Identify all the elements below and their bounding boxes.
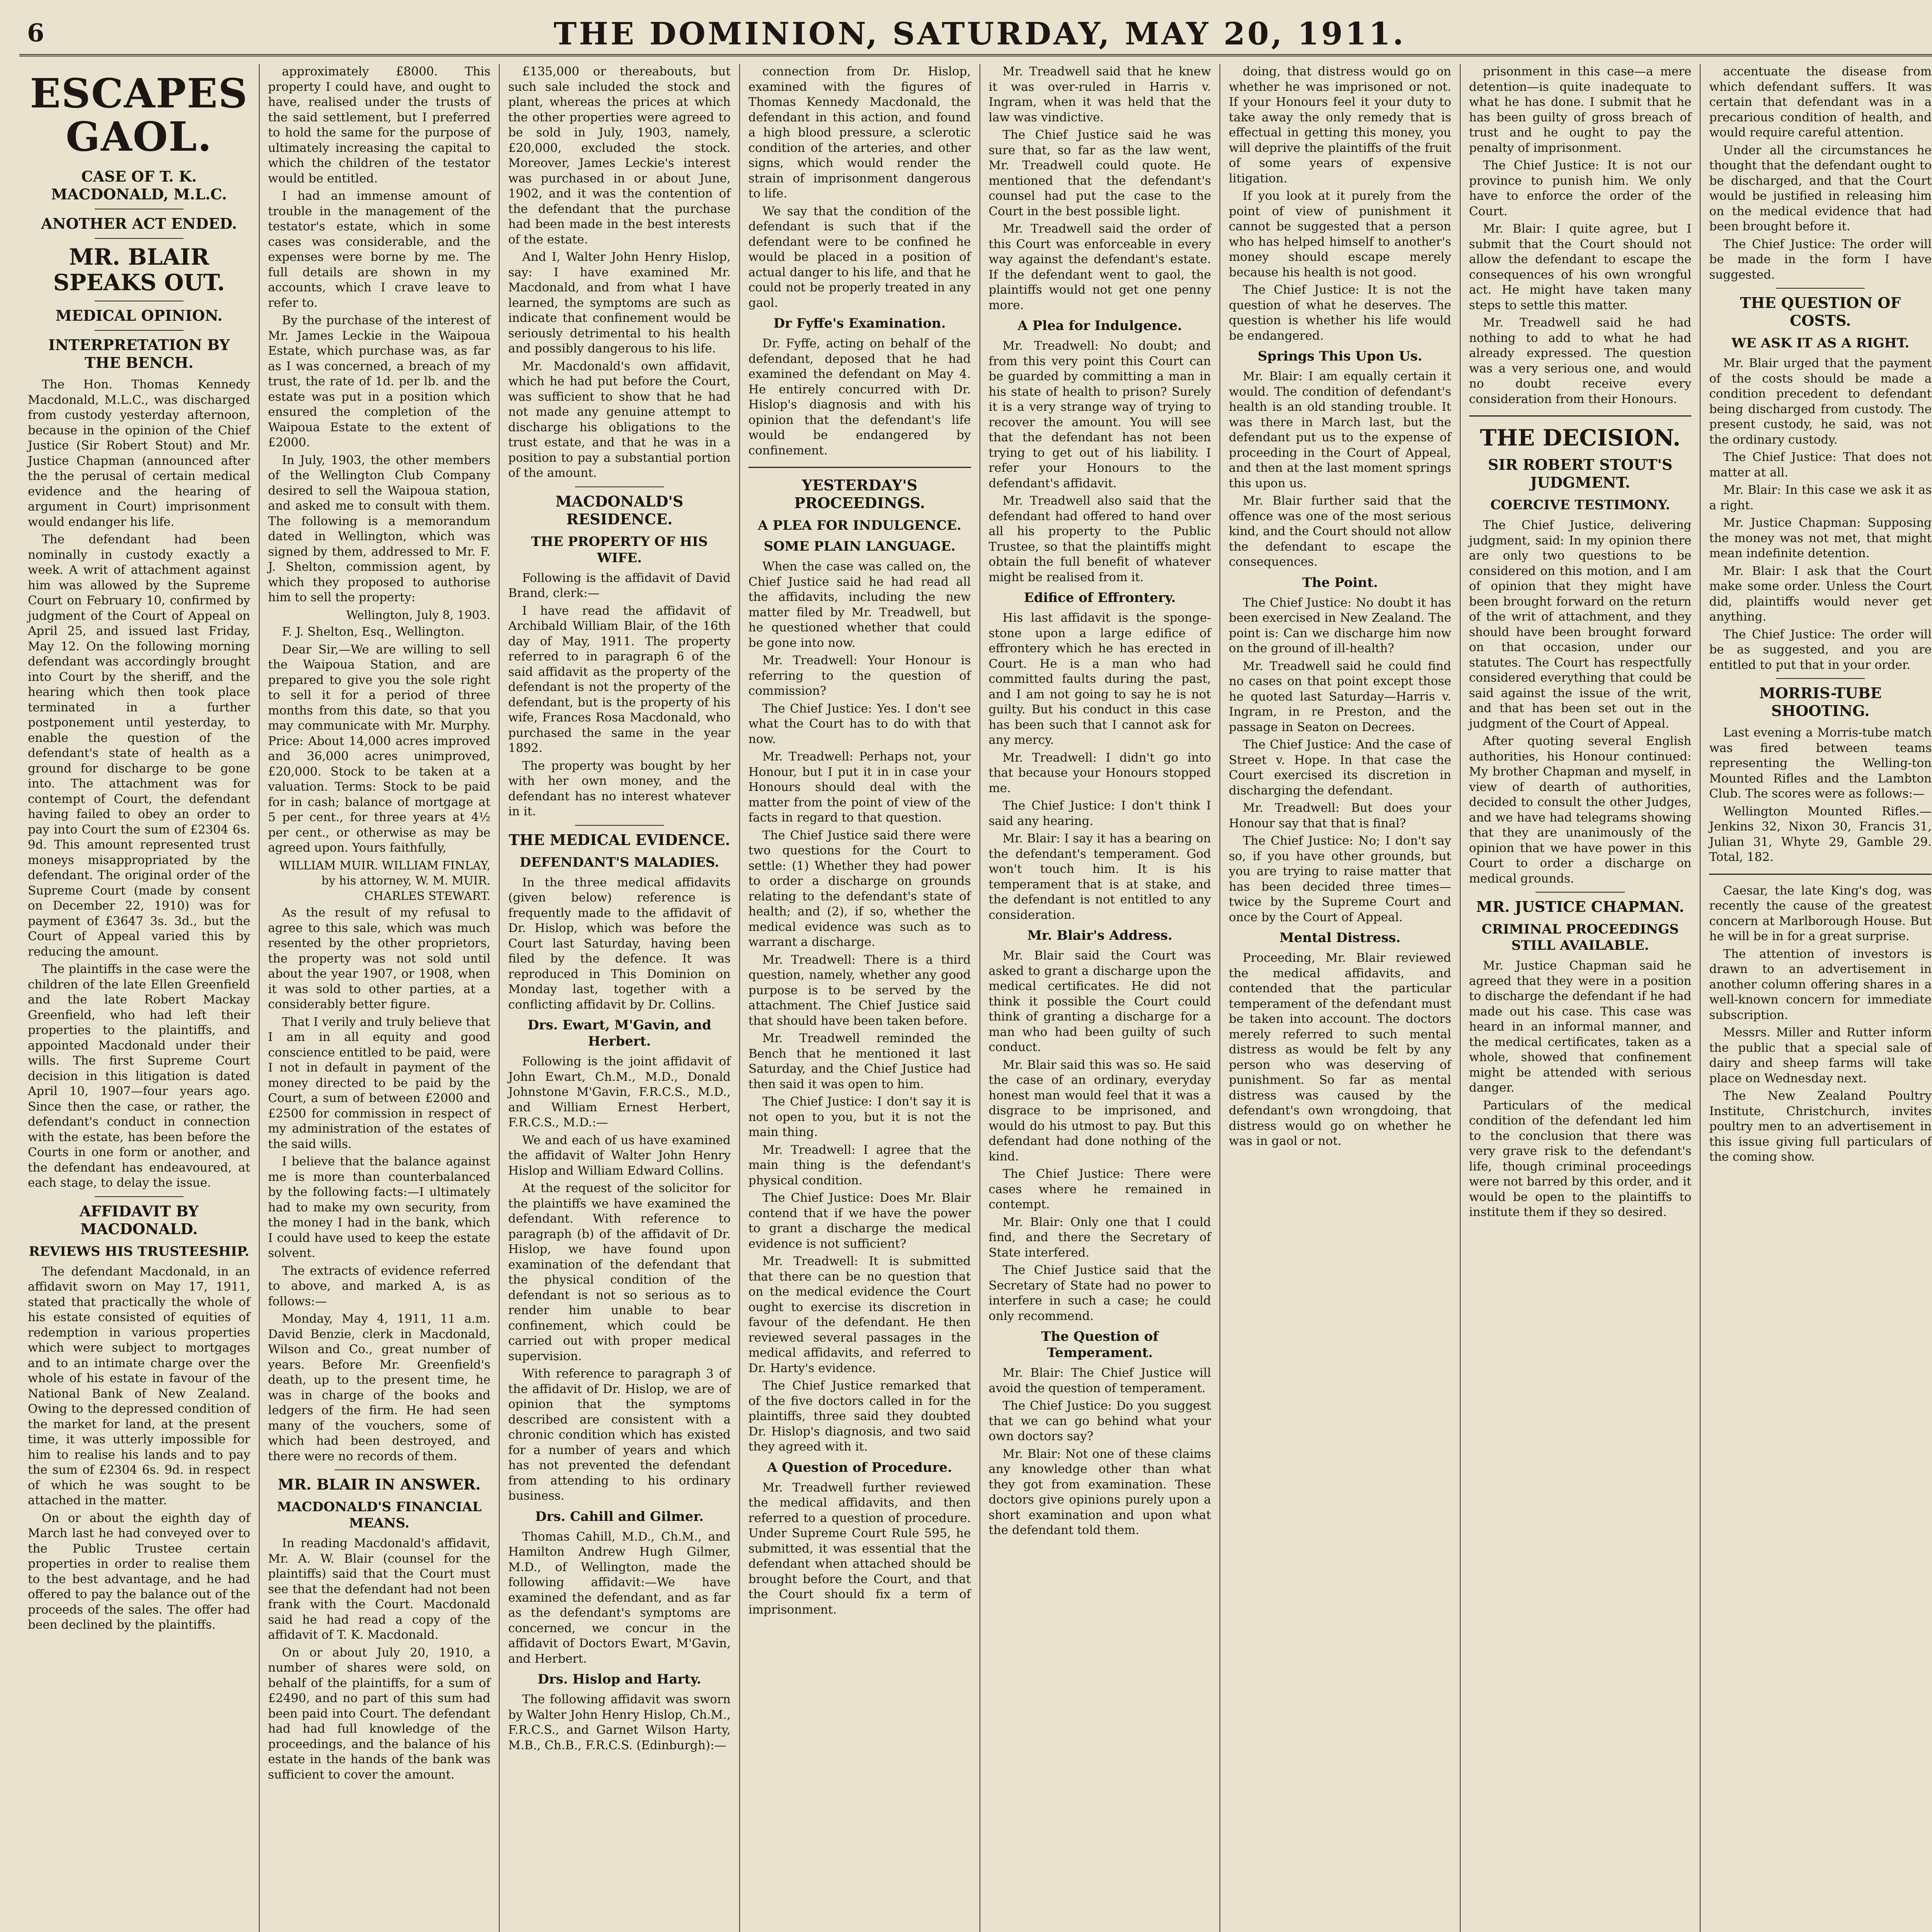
paragraph: Particulars of the medical condition of the defendant led him to the conclusion that there was very grave risk to the defendant's life, though criminal proceedings were not barred by this order, and it would be open to the plaintiffs to institute them if they so desired. — [1469, 1098, 1692, 1219]
paragraph: The Chief Justice: The order will be as suggested, and you are entitled to put that in your order. — [1709, 627, 1932, 672]
paragraph: The Chief Justice: It is not our province to punish him. We only have to enforce the order of the Court. — [1469, 158, 1692, 218]
paragraph: With reference to paragraph 3 of the affidavit of Dr. Hislop, we are of opinion that the symptoms described are consistent with a chronic condition which has existed for a number of years and which has not prevented the defendant from attending to his ordinary business. — [508, 1367, 731, 1503]
paragraph: Mr. Treadwell said that he knew it was over-ruled in Harris v. Ingram, when it was held that the law was vindictive. — [988, 65, 1211, 124]
masthead-title: THE DOMINION, SATURDAY, MAY 20, 1911. — [553, 15, 1406, 52]
divider — [95, 1196, 184, 1197]
paragraph: Mr. Treadwell: It is submitted that there can be no question that on the medical evidence the Court ought to exercise its discretion in favour of the defendant. He then reviewed several passages in the medical affidavits, and referred to Dr. Harty's evidence. — [748, 1254, 971, 1375]
subheading: MACDONALD'S FINANCIAL MEANS. — [277, 1499, 482, 1531]
paragraph: Following is the joint affidavit of John Ewart, Ch.M., M.D., Donald Johnstone M'Gavin, F.R.C.S., M.D., and William Ernest Herbert, F.R.C.S., M.D.:— — [508, 1054, 731, 1129]
paragraph: Monday, May 4, 1911, 11 a.m. David Benzie, clerk in Macdonald, Wilson and Co., great number of years. Before Mr. Greenfield's death, up to the present time, he was in charge of the books and ledgers of the firm. He had seen many of the vouchers, some of which had been destroyed, and there were no records of them. — [268, 1312, 491, 1463]
paragraph: The defendant Macdonald, in an affidavit sworn on May 17, 1911, stated that practically the whole of his estate consisted of equities of redemption in various properties which were subject to mortgages and to an intimate charge over the whole of his estate in favour of the National Bank of New Zealand. Owing to the depressed condition of the market for land, at the present time, it was utterly impossible for him to realise his lands and to pay the sum of £2304 6s. 9d. in respect of which he was sought to be attached in the matter. — [28, 1264, 250, 1507]
paragraph: doing, that distress would go on whether he was imprisoned or not. If your Honours feel it your duty to take away the only remedy that is effectual in getting this money, you will deprive the plaintiffs of the fruit of some years of expensive litigation. — [1229, 65, 1451, 185]
paragraph: Mr. Treadwell: There is a third question, namely, whether any good purpose is to be served by the attachment. The Chief Justice said that should have been taken before. — [748, 952, 971, 1028]
paragraph: £135,000 or thereabouts, but such sale included the stock and plant, whereas the prices at which the other properties were agreed to be sold in July, 1903, namely, £20,000, excluded the stock. Moreover, James Leckie's interest was purchased in or about June, 1902, and it was the contention of the defendant that the purchase had been made in the best interests of the estate. — [508, 65, 731, 247]
subheading: A Plea for Indulgence. — [1017, 318, 1182, 333]
paragraph: Caesar, the late King's dog, was recently the cause of the greatest concern at Marlborough House. But he will be in for a great surprise. — [1709, 883, 1932, 943]
paragraph: Mr. Blair said this was so. He said the case of an ordinary, everyday honest man would feel that it was a disgrace to be imprisoned, and would do his utmost to pay. But this defendant had done nothing of the kind. — [988, 1058, 1211, 1163]
subheading: Drs. Ewart, M'Gavin, and Herbert. — [527, 1017, 711, 1049]
paragraph: Mr. Blair: In this case we ask it as a right. — [1709, 483, 1932, 512]
subheading: A PLEA FOR INDULGENCE. — [758, 518, 961, 533]
column-3 — [499, 64, 739, 1932]
paragraph: approximately £8000. This property I could have, and ought to have, realised under the trusts of the said settlement, but I preferred to hold the same for the purpose of ultimately increasing the capital to which the children of the testator would be entitled. — [268, 65, 491, 185]
subheading: MORRIS-TUBE SHOOTING. — [1759, 684, 1882, 719]
paragraph: At the request of the solicitor for the plaintiffs we have examined the defendant. With reference to paragraph (b) of the affidavit of Dr. Hislop, we have found upon examination of the defendant that the physical condition of the defendant is not so serious as to render him unable to bear confinement, which could be carried out with proper medical supervision. — [508, 1181, 731, 1363]
subheading: The Point. — [1302, 575, 1378, 590]
column-2 — [259, 64, 499, 1932]
dateline: Wellington, July 8, 1903. — [346, 608, 491, 622]
divider — [575, 825, 664, 826]
paragraph: The Chief Justice: I don't think I said any hearing. — [988, 799, 1211, 828]
paragraph: Mr. Blair said the Court was asked to grant a discharge upon the medical certificates. He did not think it possible the Court could think of granting a discharge for a man who had been guilty of such conduct. — [988, 949, 1211, 1054]
paragraph: Dear Sir,—We are willing to sell the Waipoua Station, and are prepared to give you the sole right to sell it for a period of three months from this date, so that you may communicate with Mr. Murphy. Price: About 14,000 acres improved and 36,000 acres unimproved, £20,000. Stock to be taken at a valuation. Terms: Stock to be paid for in cash; balance of mortgage at 5 per cent., for three years at 4½ per cent., or otherwise as may be agreed upon. Yours faithfully, — [268, 642, 491, 855]
paragraph: Mr. Treadwell: No doubt; and from this very point this Court can be guarded by committing a man in his state of health to prison? Surely it is a very strange way of trying to recover the amount. You will see that the defendant has not been trying to get out of his liability. I refer your Honours to the defendant's affidavit. — [988, 339, 1211, 490]
paragraph: Mr. Justice Chapman: Supposing the money was not met, that might mean indefinite detention. — [1709, 516, 1932, 560]
paragraph: In the three medical affidavits (given below) reference is frequently made to the affidavit of Dr. Hislop, which was before the Court last Saturday, having been filed by the defence. It was reproduced in This Dominion on Monday last, together with a conflicting affidavit by Dr. Collins. — [508, 875, 731, 1012]
paragraph: Mr. Treadwell said he had nothing to add to what he had already expressed. The question was a very serious one, and would no doubt receive every consideration from their Honours. — [1469, 316, 1692, 406]
divider — [335, 1469, 423, 1470]
paragraph: After quoting several English authorities, his Honour continued: My brother Chapman and myself, in view of dearth of authorities, decided to consult the other Judges, and we have had telegrams showing that they are unanimously of the opinion that we have power in this Court to order a discharge on medical grounds. — [1469, 734, 1692, 886]
paragraph: In reading Macdonald's affidavit, Mr. A. W. Blair (counsel for the plaintiffs) said that the Court must see that the defendant had not been frank with the Court. Macdonald said he had read a copy of the affidavit of T. K. Macdonald. — [268, 1536, 491, 1642]
paragraph: The Chief Justice: And the case of Street v. Hope. In that case the Court exercised its discretion in discharging the defendant. — [1229, 738, 1451, 798]
divider — [748, 467, 971, 468]
subheading: THE DECISION. — [1480, 425, 1681, 451]
paragraph: Mr. Justice Chapman said he agreed that they were in a position to discharge the defendant if he had made out his case. This case was heard in an informal manner, and the medical certificates, taken as a whole, showed that confinement might be attended with serious danger. — [1469, 959, 1692, 1095]
paragraph: The Chief Justice said that the Secretary of State had no power to interfere in such a case; he could only recommend. — [988, 1263, 1211, 1323]
paragraph: I have read the affidavit of Archibald William Blair, of the 16th day of May, 1911. The property referred to in paragraph 6 of the said affidavit as the property of the defendant is not the property of the defendant, but is the property of his wife, Frances Rosa Macdonald, who purchased the same in the year 1892. — [508, 604, 731, 755]
subheading: Mental Distress. — [1279, 930, 1401, 946]
paragraph: Mr. Blair: I am equally certain it would. The condition of defendant's health is an old standing trouble. It was there in March last, but the defendant put us to the expense of proceeding in the Court of Appeal, and then at the last moment springs this upon us. — [1229, 369, 1451, 490]
paragraph: prisonment in this case—a mere detention—is quite inadequate to what he has done. I submit that he has been guilty of gross breach of trust and he ought to pay the penalty of imprisonment. — [1469, 65, 1692, 155]
signatures: WILLIAM MUIR. WILLIAM FINLAY, by his attorney, W. M. MUIR. CHARLES STEWART. — [279, 859, 491, 903]
paragraph: Mr. Blair: I ask that the Court make some order. Unless the Court did, plaintiffs would never get anything. — [1709, 564, 1932, 624]
paragraph: That I verily and truly believe that I am in all equity and good conscience entitled to be paid, were I not in default in payment of the money directed to be paid by the Court, a sum of between £2000 and £2500 for commission in respect of my administration of the estates of the said wills. — [268, 1015, 491, 1151]
paragraph: The Chief Justice: Does Mr. Blair contend that if we have the power to grant a discharge the medical evidence is not sufficient? — [748, 1191, 971, 1251]
paragraph: connection from Dr. Hislop, examined with the figures of Thomas Kennedy Macdonald, the defendant in this action, and found a high blood pressure, a sclerotic condition of the arteries, and other signs, which would render the strain of imprisonment dangerous to life. — [748, 65, 971, 201]
columns — [19, 64, 1932, 1932]
subheading: SOME PLAIN LANGUAGE. — [764, 539, 956, 554]
paragraph: Mr. Treadwell: I agree that the main thing is the defendant's physical condition. — [748, 1143, 971, 1187]
divider — [1469, 415, 1692, 417]
masthead — [19, 12, 1932, 56]
paragraph: In July, 1903, the other members of the Wellington Club Company desired to sell the Waipoua station, and asked me to consult with them. The following is a memorandum dated in Wellington, which was signed by them, addressed to Mr. F. J. Shelton, commission agent, by which they proposed to authorise him to sell the property: — [268, 453, 491, 604]
subheading: CASE OF T. K. MACDONALD, M.L.C. — [51, 168, 227, 203]
paragraph: We and each of us have examined the affidavit of Walter John Henry Hislop and William Edward Collins. — [508, 1133, 731, 1178]
paragraph: Mr. Treadwell: Your Honour is referring to the question of commission? — [748, 653, 971, 698]
subheading: MR. JUSTICE CHAPMAN. — [1476, 898, 1684, 915]
subheading: DEFENDANT'S MALADIES. — [519, 854, 719, 870]
paragraph: The following affidavit was sworn by Walter John Henry Hislop, Ch.M., F.R.C.S., and Garnet Wilson Harty, M.B., Ch.B., F.R.C.S. (Edinburgh):— — [508, 1692, 731, 1752]
paragraph: We say that the condition of the defendant is such that if the defendant were to be confined he would be placed in a position of actual danger to his life, and that he could not be properly treated in any gaol. — [748, 204, 971, 310]
paragraph: The Chief Justice: Yes. I don't see what the Court has to do with that now. — [748, 701, 971, 746]
column-6 — [1219, 64, 1460, 1932]
paragraph: As the result of my refusal to agree to this sale, which was much resented by the other proprietors, the property was not sold until about the year 1907, or 1908, when it was sold to other parties, at a considerably better figure. — [268, 906, 491, 1011]
paragraph: The Chief Justice: There were cases where he remained in contempt. — [988, 1167, 1211, 1211]
paragraph: Mr. Blair: The Chief Justice will avoid the question of temperament. — [988, 1366, 1211, 1395]
paragraph: The Chief Justice: No; I don't say so, if you have other grounds, but you are trying to raise matter that has been decided three times—twice by the Supreme Court and once by the Court of Appeal. — [1229, 834, 1451, 924]
subheading: YESTERDAY'S PROCEEDINGS. — [794, 476, 925, 512]
paragraph: The Chief Justice: Do you suggest that we can go behind what your own doctors say? — [988, 1399, 1211, 1443]
subheading: SIR ROBERT STOUT'S JUDGMENT. — [1488, 456, 1673, 491]
subheading: INTERPRETATION BY THE BENCH. — [48, 336, 230, 371]
subheading: MACDONALD'S RESIDENCE. — [555, 492, 684, 528]
divider — [95, 330, 184, 331]
paragraph: Mr. Treadwell said the order of this Court was enforceable in every way against the defendant's estate. If the defendant went to gaol, the plaintiffs would not get one penny more. — [988, 222, 1211, 312]
column-7 — [1460, 64, 1700, 1932]
paragraph: Mr. Blair further said that the offence was one of the most serious kind, and the Court should not allow the defendant to escape the consequences. — [1229, 494, 1451, 569]
headline: ESCAPES GAOL. — [30, 70, 248, 160]
paragraph: Mr. Blair: I quite agree, but I submit that the Court should not allow the defendant to escape the consequences of his own wrongful act. He might have taken many steps to settle this matter. — [1469, 222, 1692, 312]
paragraph: The attention of investors is drawn to an advertisement in another column offering shares in a well-known concern for immediate subscription. — [1709, 947, 1932, 1022]
paragraph: The Chief Justice: The order will be made in the form I have suggested. — [1709, 237, 1932, 282]
paragraph: Mr. Treadwell also said that the defendant had offered to hand over all his property to the Public Trustee, so that the plaintiffs might obtain the full benefit of whatever might be realised from it. — [988, 494, 1211, 584]
subheading: A Question of Procedure. — [767, 1459, 952, 1475]
paragraph: The Chief Justice said he was sure that, so far as the law went, Mr. Treadwell could quote. He mentioned that the defendant's counsel had put the case to the Court in the best possible light. — [988, 128, 1211, 218]
paragraph: The Chief Justice said there were two questions for the Court to settle: (1) Whether they had power to order a discharge on grounds relating to the defendant's state of health; and (2), if so, whether the medical evidence was such as to warrant a discharge. — [748, 828, 971, 949]
divider — [1536, 892, 1624, 893]
divider — [1776, 288, 1865, 289]
paragraph: The Chief Justice: It is not the question of what he deserves. The question is whether his life would be endangered. — [1229, 283, 1451, 343]
paragraph: Mr. Treadwell said he could find no cases on that point except those he quoted last Saturday—Harris v. Ingram, in re Preston, and the passage in Seaton on Decrees. — [1229, 659, 1451, 734]
paragraph: The plaintiffs in the case were the children of the late Ellen Greenfield and the late Robert Mackay Greenfield, who had left their properties to the plaintiffs, and appointed Macdonald under their wills. The first Supreme Court decision in this litigation is dated April 10, 1907—four years ago. Since then the case, or rather, the defendant's conduct in connection with the estate, has been before the Courts in one form or another, and the defendant has endeavoured, at each stage, to delay the issue. — [28, 962, 250, 1190]
paragraph: The property was bought by her with her own money, and the defendant has no interest whatever in it. — [508, 759, 731, 818]
subheading: THE PROPERTY OF HIS WIFE. — [531, 534, 708, 566]
subheading: MEDICAL OPINION. — [55, 307, 223, 324]
column-8 — [1700, 64, 1932, 1932]
divider — [95, 238, 184, 239]
paragraph: The Chief Justice, delivering judgment, said: In my opinion there are only two questions to be considered on this motion, and I am of opinion that they might have been brought forward on the return of the writ of attachment, and they should have been brought forward on that occasion, under our statutes. The Court has respectfully considered everything that could be said against the issue of the writ, and that has been set out in the judgment of the Court of Appeal. — [1469, 518, 1692, 731]
paragraph: His last affidavit is the sponge-stone upon a large edifice of effrontery which he has erected in Court. He is a man who had committed faults during the past, and I am not going to say he is not guilty. But his conduct in this case has been such that I cannot ask for any mercy. — [988, 611, 1211, 747]
paragraph: Last evening a Morris-tube match was fired between teams representing the Welling-ton Mounted Rifles and the Lambton Club. The scores were as follows:— — [1709, 726, 1932, 801]
paragraph: accentuate the disease from which defendant suffers. It was certain that defendant was in a precarious condition of health, and would require careful attention. — [1709, 65, 1932, 139]
paragraph: If you look at it purely from the point of view of punishment it cannot be suggested that a person who has helped himself to another's money should escape merely because his health is not good. — [1229, 189, 1451, 279]
paragraph: I believe that the balance against me is more than counterbalanced by the following facts:—I ultimately had to make my own security, from the money I had in the bank, which I could have used to keep the estate solvent. — [268, 1155, 491, 1260]
paragraph: On or about the eighth day of March last he had conveyed over to the Public Trustee certain properties in order to realise them to the best advantage, and he had offered to pay the balance out of the proceeds of the sales. The offer had been declined by the plaintiffs. — [28, 1511, 250, 1632]
subheading: MR. BLAIR SPEAKS OUT. — [53, 244, 225, 296]
subheading: COERCIVE TESTIMONY. — [1490, 497, 1670, 513]
subheading: CRIMINAL PROCEEDINGS STILL AVAILABLE. — [1481, 922, 1679, 953]
subheading: ANOTHER ACT ENDED. — [41, 215, 237, 232]
divider — [575, 486, 664, 487]
subheading: WE ASK IT AS A RIGHT. — [1731, 335, 1910, 351]
paragraph: Following is the affidavit of David Brand, clerk:— — [508, 571, 731, 600]
subheading: The Question of Temperament. — [1041, 1329, 1159, 1361]
paragraph: The Chief Justice: I don't say it is not open to you, but it is not the main thing. — [748, 1095, 971, 1139]
paragraph: Proceeding, Mr. Blair reviewed the medical affidavits, and contended that the particular temperament of the defendant must be taken into account. The doctors merely referred to such mental distress as would be felt by any person who was deserving of punishment. So far as mental distress was caused by the defendant's own wrongdoing, that distress would go on whether he was in gaol or not. — [1229, 951, 1451, 1148]
paragraph: Mr. Blair: Only one that I could find, and there the Secretary of State interfered. — [988, 1215, 1211, 1260]
paragraph: Under all the circumstances he thought that the defendant ought to be discharged, and that the Court would be justified in releasing him on the medical evidence that had been brought before it. — [1709, 143, 1932, 233]
subheading: MR. BLAIR IN ANSWER. — [278, 1476, 481, 1493]
paragraph: The Hon. Thomas Kennedy Macdonald, M.L.C., was discharged from custody yesterday afternoon, because in the opinion of the Chief Justice (Sir Robert Stout) and Mr. Justice Chapman (announced after the the perusal of certain medical evidence and the hearing of argument in Court) imprisonment would endanger his life. — [28, 378, 250, 529]
subheading: Drs. Hislop and Harty. — [537, 1672, 701, 1687]
paragraph: Mr. Treadwell: Perhaps not, your Honour, but I put it in in case your Honours should deal with the matter from the point of view of the facts in regard to that question. — [748, 750, 971, 825]
paragraph: The defendant had been nominally in custody exactly a week. A writ of attachment against him was allowed by the Supreme Court on February 10, confirmed by judgment of the Court of Appeal on April 25, and issued last Friday, May 12. On the following morning defendant was accordingly brought into Court by the sheriff, and the hearing which then took place terminated in a further postponement until yesterday, to enable the question of the defendant's state of health as a ground for discharge to be gone into. The attachment was for contempt of Court, the defendant having failed to obey an order to pay into Court the sum of £2304 6s. 9d. This amount represented trust moneys misappropriated by the defendant. The original order of the Supreme Court (made by consent on December 22, 1910) was for payment of £3647 3s. 3d., but the Court of Appeal varied this by reducing the amount. — [28, 532, 250, 959]
paragraph: Mr. Blair urged that the payment of the costs should be made a condition precedent to defendant being discharged from custody. The present custody, he said, was not the ordinary custody. — [1709, 356, 1932, 447]
paragraph: F. J. Shelton, Esq., Wellington. — [282, 625, 465, 639]
paragraph: Thomas Cahill, M.D., Ch.M., and Hamilton Andrew Hugh Gilmer, M.D., of Wellington, made the following affidavit:—We have examined the defendant, and as far as the defendant's symptoms are concerned, we concur in the affidavit of Doctors Ewart, M'Gavin, and Herbert. — [508, 1529, 731, 1666]
subheading: Springs This Upon Us. — [1258, 349, 1422, 364]
paragraph: Mr. Treadwell reminded the Bench that he mentioned it last Saturday, and the Chief Justice had then said it was open to him. — [748, 1031, 971, 1091]
paragraph: And I, Walter John Henry Hislop, say: I have examined Mr. Macdonald, and from what I have learned, the symptoms are such as indicate that confinement would be seriously detrimental to his health and possibly dangerous to his life. — [508, 250, 731, 355]
paragraph: Mr. Treadwell: But does your Honour say that that is final? — [1229, 801, 1451, 830]
paragraph: On or about July 20, 1910, a number of shares were sold, on behalf of the plaintiffs, for a sum of £2490, and no part of this sum had been paid into Court. The defendant had had full knowledge of the proceedings, and the balance of his estate in the hands of the bank was sufficient to cover the amount. — [268, 1645, 491, 1782]
divider — [1776, 678, 1865, 679]
subheading: Mr. Blair's Address. — [1027, 928, 1173, 943]
subheading: THE QUESTION OF COSTS. — [1740, 294, 1901, 329]
paragraph: By the purchase of the interest of Mr. James Leckie in the Waipoua Estate, which purchase was, as far as I was concerned, a breach of my trust, the rate of 1d. per lb. and the estate was put in a position which ensured the completion of the Waipoua Estate to the extent of £2000. — [268, 313, 491, 449]
paragraph: When the case was called on, the Chief Justice said he had read all the affidavits, including the new matter filed by Mr. Treadwell, but he questioned whether that could be gone into now. — [748, 560, 971, 650]
paragraph: Dr. Fyffe, acting on behalf of the defendant, deposed that he had examined the defendant on May 4. He entirely concurred with Dr. Hislop's diagnosis and with his opinion that the defendant's life would be endangered by confinement. — [748, 337, 971, 457]
paragraph: Mr. Blair: I say it has a bearing on the defendant's temperament. God won't touch him. It is his temperament that is at stake, and the defendant is not entitled to any consideration. — [988, 832, 1211, 922]
page-number: 6 — [27, 19, 44, 48]
paragraph: The extracts of evidence referred to above, and marked A, is as follows:— — [268, 1264, 491, 1308]
subheading: Drs. Cahill and Gilmer. — [535, 1509, 704, 1524]
paragraph: Mr. Treadwell: I didn't go into that because your Honours stopped me. — [988, 750, 1211, 795]
paragraph: I had an immense amount of trouble in the management of the testator's estate, which in some cases was considerable, and the expenses were borne by me. The full details are shown in my accounts, which I crave leave to refer to. — [268, 189, 491, 310]
paragraph: Mr. Treadwell further reviewed the medical affidavits, and then referred to a question of procedure. Under Supreme Court Rule 595, he submitted, it was essential that the defendant when attached should be brought before the Court, and that the Court should fix a term of imprisonment. — [748, 1480, 971, 1617]
paragraph: The Chief Justice remarked that of the five doctors called in for the plaintiffs, three said they doubted Dr. Hislop's diagnosis, and two said they agreed with it. — [748, 1379, 971, 1454]
column-5 — [980, 64, 1220, 1932]
paragraph: The New Zealand Poultry Institute, Christchurch, invites poultry men to an advertisement in this issue giving full particulars of the coming show. — [1709, 1089, 1932, 1164]
subheading: Edifice of Effrontery. — [1024, 590, 1176, 605]
subheading: REVIEWS HIS TRUSTEESHIP. — [29, 1243, 250, 1259]
column-4 — [739, 64, 980, 1932]
subheading: AFFIDAVIT BY MACDONALD. — [79, 1202, 199, 1238]
paragraph: Wellington Mounted Rifles.—Jenkins 32, Nixon 30, Francis 31, Julian 31, Whyte 29, Gamble 29. Total, 182. — [1709, 804, 1932, 864]
paragraph: Messrs. Miller and Rutter inform the public that a special sale of dairy and sheep farms will take place on Wednesday next. — [1709, 1026, 1932, 1085]
paragraph: The Chief Justice: No doubt it has been exercised in New Zealand. The point is: Can we discharge him now on the ground of ill-health? — [1229, 595, 1451, 655]
paragraph: Mr. Blair: Not one of these claims any knowledge other than what they got from examination. These doctors give opinions purely upon a short examination and upon what the defendant told them. — [988, 1447, 1211, 1537]
paragraph: Mr. Macdonald's own affidavit, which he had put before the Court, was sufficient to show that he had not made any genuine attempt to discharge his obligations to the trust estate, and that he was in a position to pay a substantial portion of the amount. — [508, 359, 731, 480]
paragraph: The Chief Justice: That does not matter at all. — [1709, 450, 1932, 480]
divider — [1709, 874, 1932, 875]
subheading: Dr Fyffe's Examination. — [773, 316, 946, 331]
column-1 — [19, 64, 259, 1932]
subheading: THE MEDICAL EVIDENCE. — [509, 831, 730, 849]
